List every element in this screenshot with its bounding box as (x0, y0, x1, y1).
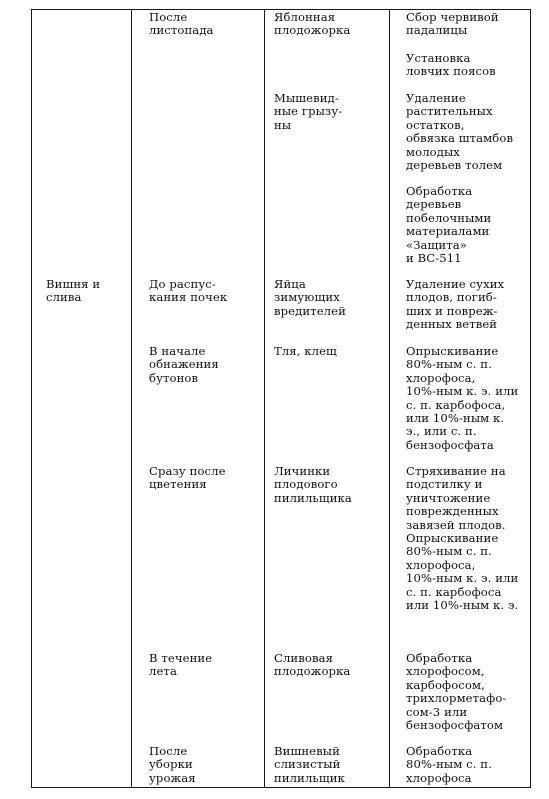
crop-cell: Вишня и слива (46, 277, 101, 305)
measure-cell: Сбор червивой падалицы (406, 10, 499, 38)
measure-cell: Удаление растительных остатков, обвязка штамбов молодых деревьев толем (406, 91, 514, 173)
pest-cell: Вишневый слизистый пилильщик (274, 744, 345, 785)
table-border-left (31, 9, 32, 788)
period-cell: После листопада (149, 10, 214, 38)
period-cell: В течение лета (149, 651, 213, 679)
measure-cell: Обработка хлорофосом, карбофосом, трихлорметафо- сом-3 или бензофосфатом (406, 651, 507, 733)
column-divider-3 (389, 9, 390, 788)
pest-cell: Сливовая плодожорка (274, 651, 351, 679)
measure-cell: Установка ловчих поясов (406, 51, 496, 79)
column-divider-2 (264, 9, 265, 788)
pest-cell: Яйца зимующих вредителей (274, 277, 346, 318)
period-cell: Сразу после цветения (149, 464, 226, 492)
measure-cell: Обработка 80%-ным с. п. хлорофоса (406, 744, 492, 785)
table-border-bottom (31, 787, 531, 788)
pest-cell: Личинки плодового пилильщика (274, 464, 352, 505)
measure-cell: Стряхивание на подстилку и уничтожение поврежденных завязей плодов. Опрыскивание 80%-ным с. п. хлорофоса, 10%-ным к. э. или с. п. карбофоса или 10%-ным к. э. (406, 464, 519, 613)
period-cell: После уборки урожая (149, 744, 196, 785)
measure-cell: Удаление сухих плодов, погиб- ших и повреж- денных ветвей (406, 277, 505, 332)
pest-cell: Яблонная плодожорка (274, 10, 351, 38)
measure-cell: Обработка деревьев побелочными материалами «Защита» и ВС-511 (406, 184, 492, 266)
column-divider-1 (131, 9, 132, 788)
period-cell: В начале обнажения бутонов (149, 344, 219, 385)
measure-cell: Опрыскивание 80%-ным с. п. хлорофоса, 10%-ным к. э. или с. п. карбофоса, или 10%-ным к. э., или с. п. бензофосфата (406, 344, 519, 452)
period-cell: До распус- кания почек (149, 277, 228, 305)
pest-cell: Тля, клещ (274, 344, 337, 358)
pest-cell: Мышевид- ные грызу- ны (274, 91, 343, 132)
table-border-right (530, 9, 531, 788)
